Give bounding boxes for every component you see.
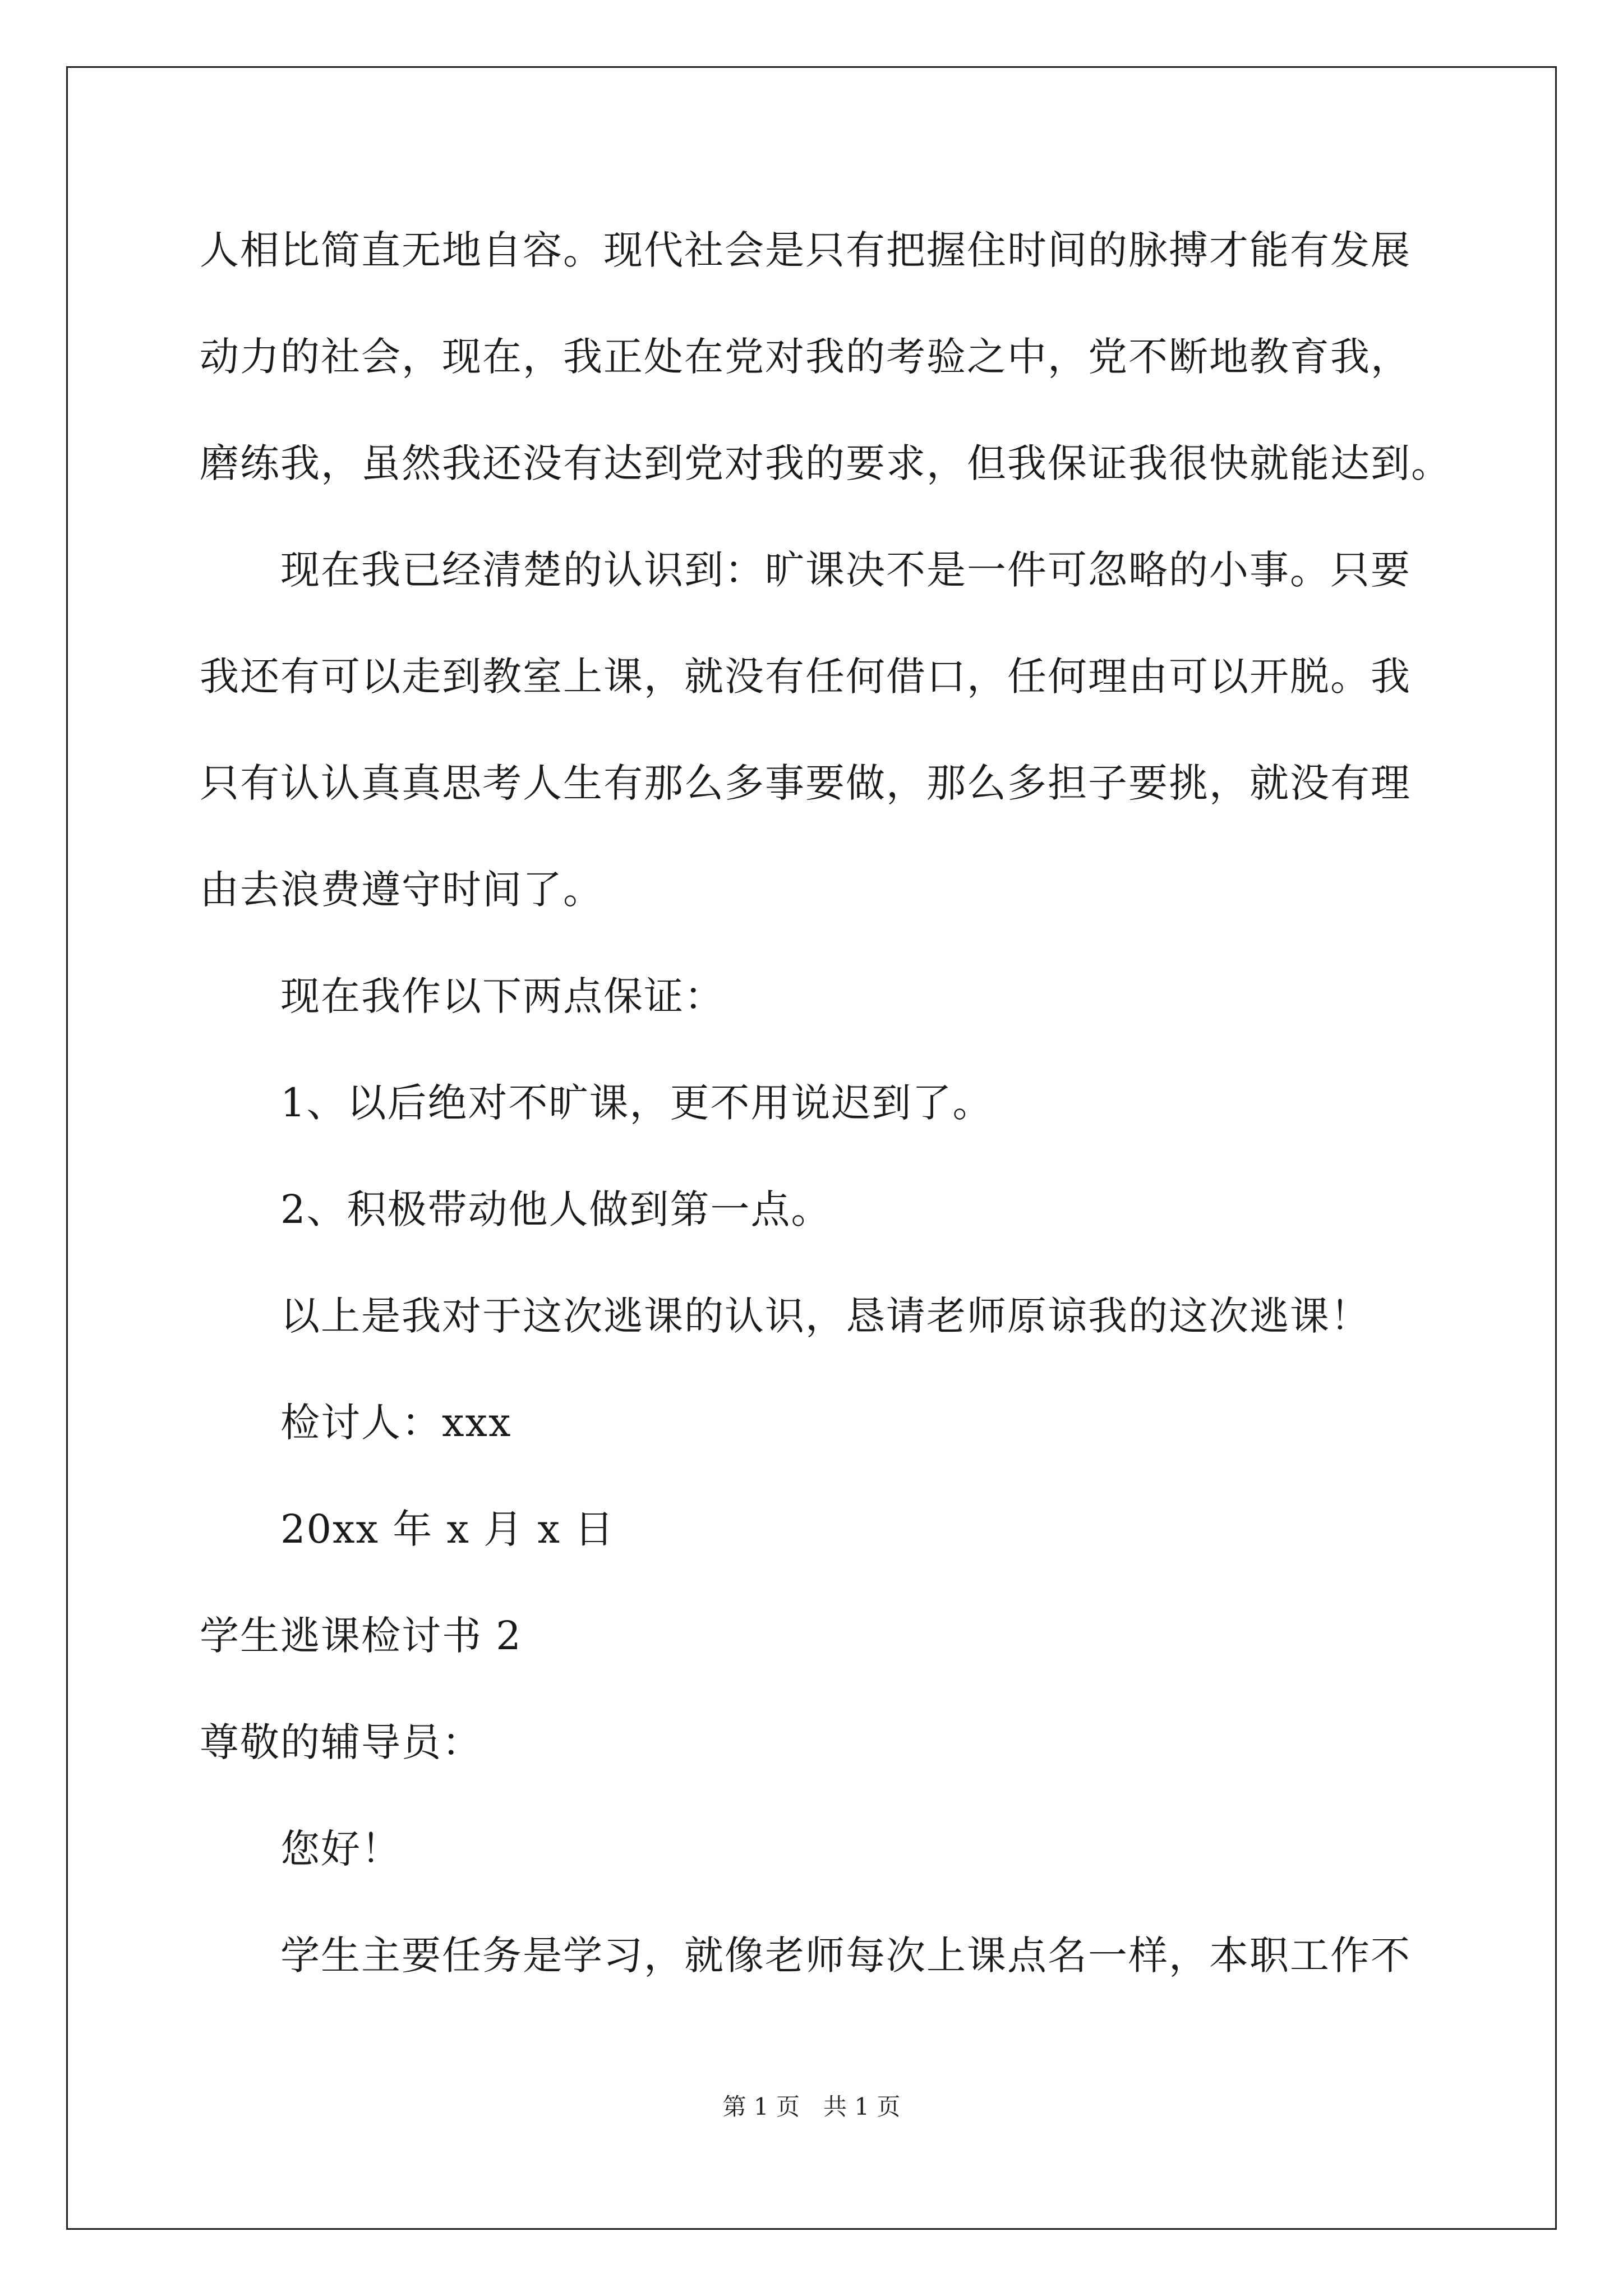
section-title: 学生逃课检讨书 2 [200, 1613, 522, 1659]
paragraph-line: 我还有可以走到教室上课，就没有任何借口，任何理由可以开脱。我 [200, 654, 1411, 700]
salutation: 尊敬的辅导员： [200, 1719, 482, 1765]
paragraph-line: 只有认认真真思考人生有那么多事要做，那么多担子要挑，就没有理 [200, 760, 1411, 806]
paragraph-line: 磨练我，虽然我还没有达到党对我的要求，但我保证我很快就能达到。 [200, 440, 1451, 486]
page-border [66, 66, 1557, 2230]
paragraph-line: 现在我已经清楚的认识到：旷课决不是一件可忽略的小事。只要 [280, 547, 1411, 593]
paragraph-line: 动力的社会，现在，我正处在党对我的考验之中，党不断地教育我， [200, 334, 1411, 380]
paragraph-line: 现在我作以下两点保证： [280, 973, 725, 1019]
signature-line: 检讨人：xxx [280, 1400, 512, 1446]
paragraph-line: 人相比简直无地自容。现代社会是只有把握住时间的脉搏才能有发展 [200, 227, 1411, 273]
date-line: 20xx 年 x 月 x 日 [280, 1506, 615, 1552]
list-item: 1、以后绝对不旷课，更不用说迟到了。 [280, 1080, 993, 1126]
paragraph-line: 以上是我对于这次逃课的认识，恳请老师原谅我的这次逃课！ [280, 1293, 1371, 1339]
page-footer: 第 1 页 共 1 页 [722, 2093, 901, 2120]
list-item: 2、积极带动他人做到第一点。 [280, 1186, 832, 1232]
paragraph-line: 学生主要任务是学习，就像老师每次上课点名一样，本职工作不 [280, 1932, 1411, 1978]
paragraph-line: 由去浪费遵守时间了。 [200, 867, 603, 913]
greeting: 您好！ [280, 1826, 402, 1872]
